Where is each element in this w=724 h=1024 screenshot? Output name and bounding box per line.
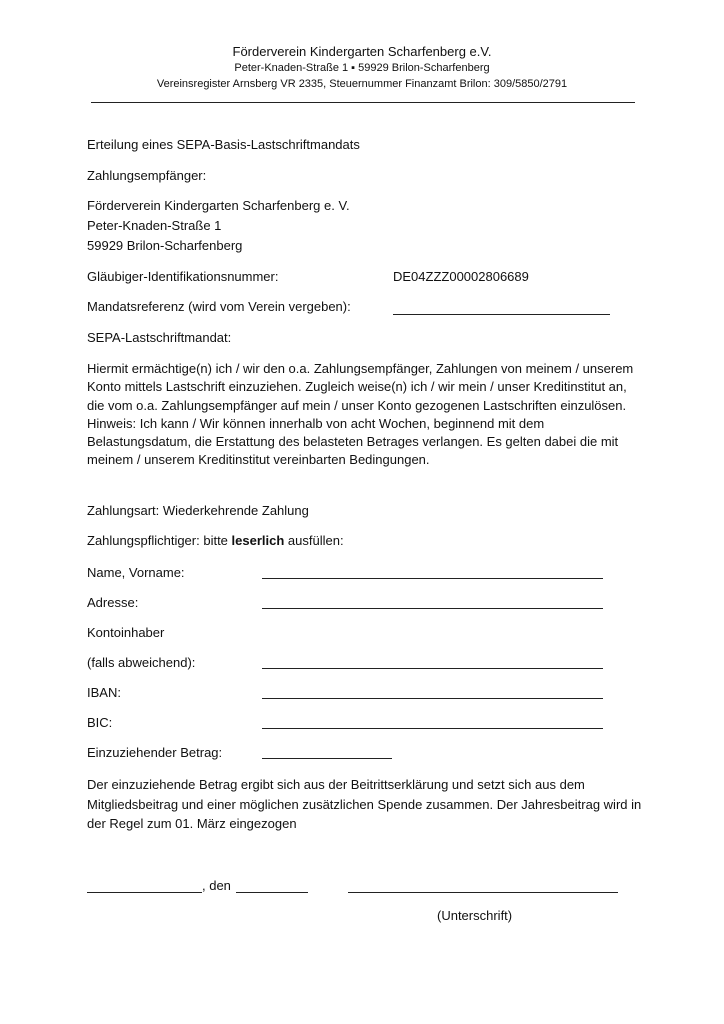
payer-instruction-prefix: Zahlungspflichtiger: bitte — [87, 533, 232, 548]
date-separator: , den — [202, 878, 231, 893]
iban-label: IBAN: — [87, 685, 121, 700]
payee-label: Zahlungsempfänger: — [87, 168, 207, 183]
account-holder-label: Kontoinhaber — [87, 625, 165, 640]
amount-note: Der einzuziehende Betrag ergibt sich aus der Beitrittserklärung und setzt sich aus dem Mitgliedsbeitrag und einer möglichen zusätzlichen Spende zusammen. Der Jahresbeitrag wird in der Regel zum 01. März eingezogen — [87, 777, 642, 831]
mandate-reference-line — [393, 314, 610, 315]
bic-field-line — [262, 728, 603, 729]
authorization-text: Hiermit ermächtige(n) ich / wir den o.a. Zahlungsempfänger, Zahlungen von meinem / unserem Konto mittels Lastschrift einzuziehen. Zugleich weise(n) ich / wir mein / unser Kreditinstitut an, die vom o.a. Zahlungsempfänger auf mein / unser Konto gezogenen Lastschriften einzulösen. — [87, 361, 634, 413]
account-holder-field-line — [262, 668, 603, 669]
signature-label: (Unterschrift) — [437, 908, 513, 923]
org-name: Förderverein Kindergarten Scharfenberg e.V. — [232, 44, 492, 59]
org-register: Vereinsregister Arnsberg VR 2335, Steuernummer Finanzamt Brilon: 309/5850/2791 — [156, 78, 568, 90]
address-field-line — [262, 608, 603, 609]
notice-text: Hinweis: Ich kann / Wir können innerhalb von acht Wochen, beginnend mit dem Belastungsdatum, die Erstattung des belasteten Betrages verlangen. Es gelten dabei die mit meinem / unserem Kreditinstitut vereinbarten Bedingungen. — [87, 415, 619, 468]
mandate-reference-label: Mandatsreferenz (wird vom Verein vergeben): — [87, 299, 351, 314]
name-label: Name, Vorname: — [87, 565, 185, 580]
place-line — [87, 892, 202, 893]
if-different-label: (falls abweichend): — [87, 655, 196, 670]
bic-label: BIC: — [87, 715, 113, 730]
payer-instruction-suffix: ausfüllen: — [284, 533, 344, 548]
amount-label: Einzuziehender Betrag: — [87, 745, 223, 760]
iban-field-line — [262, 698, 603, 699]
creditor-id-label: Gläubiger-Identifikationsnummer: — [87, 269, 279, 284]
document-title: Erteilung eines SEPA-Basis-Lastschriftmandats — [87, 137, 360, 152]
date-line — [236, 892, 308, 893]
payer-instruction — [87, 533, 344, 548]
authorization-block — [87, 360, 647, 470]
signature-line — [348, 892, 618, 893]
org-address: Peter-Knaden-Straße 1 ▪ 59929 Brilon-Scharfenberg — [234, 62, 490, 74]
payee-street: Peter-Knaden-Straße 1 — [87, 218, 222, 233]
payer-instruction-emphasis: leserlich — [231, 533, 285, 548]
creditor-id-value: DE04ZZZ00002806689 — [393, 269, 529, 284]
mandate-label: SEPA-Lastschriftmandat: — [87, 330, 232, 345]
header-divider — [91, 102, 635, 103]
payee-name: Förderverein Kindergarten Scharfenberg e. V. — [87, 198, 350, 213]
name-field-line — [262, 578, 603, 579]
payee-city: 59929 Brilon-Scharfenberg — [87, 238, 243, 253]
payment-type: Zahlungsart: Wiederkehrende Zahlung — [87, 503, 309, 518]
address-label: Adresse: — [87, 595, 139, 610]
amount-field-line — [262, 758, 392, 759]
